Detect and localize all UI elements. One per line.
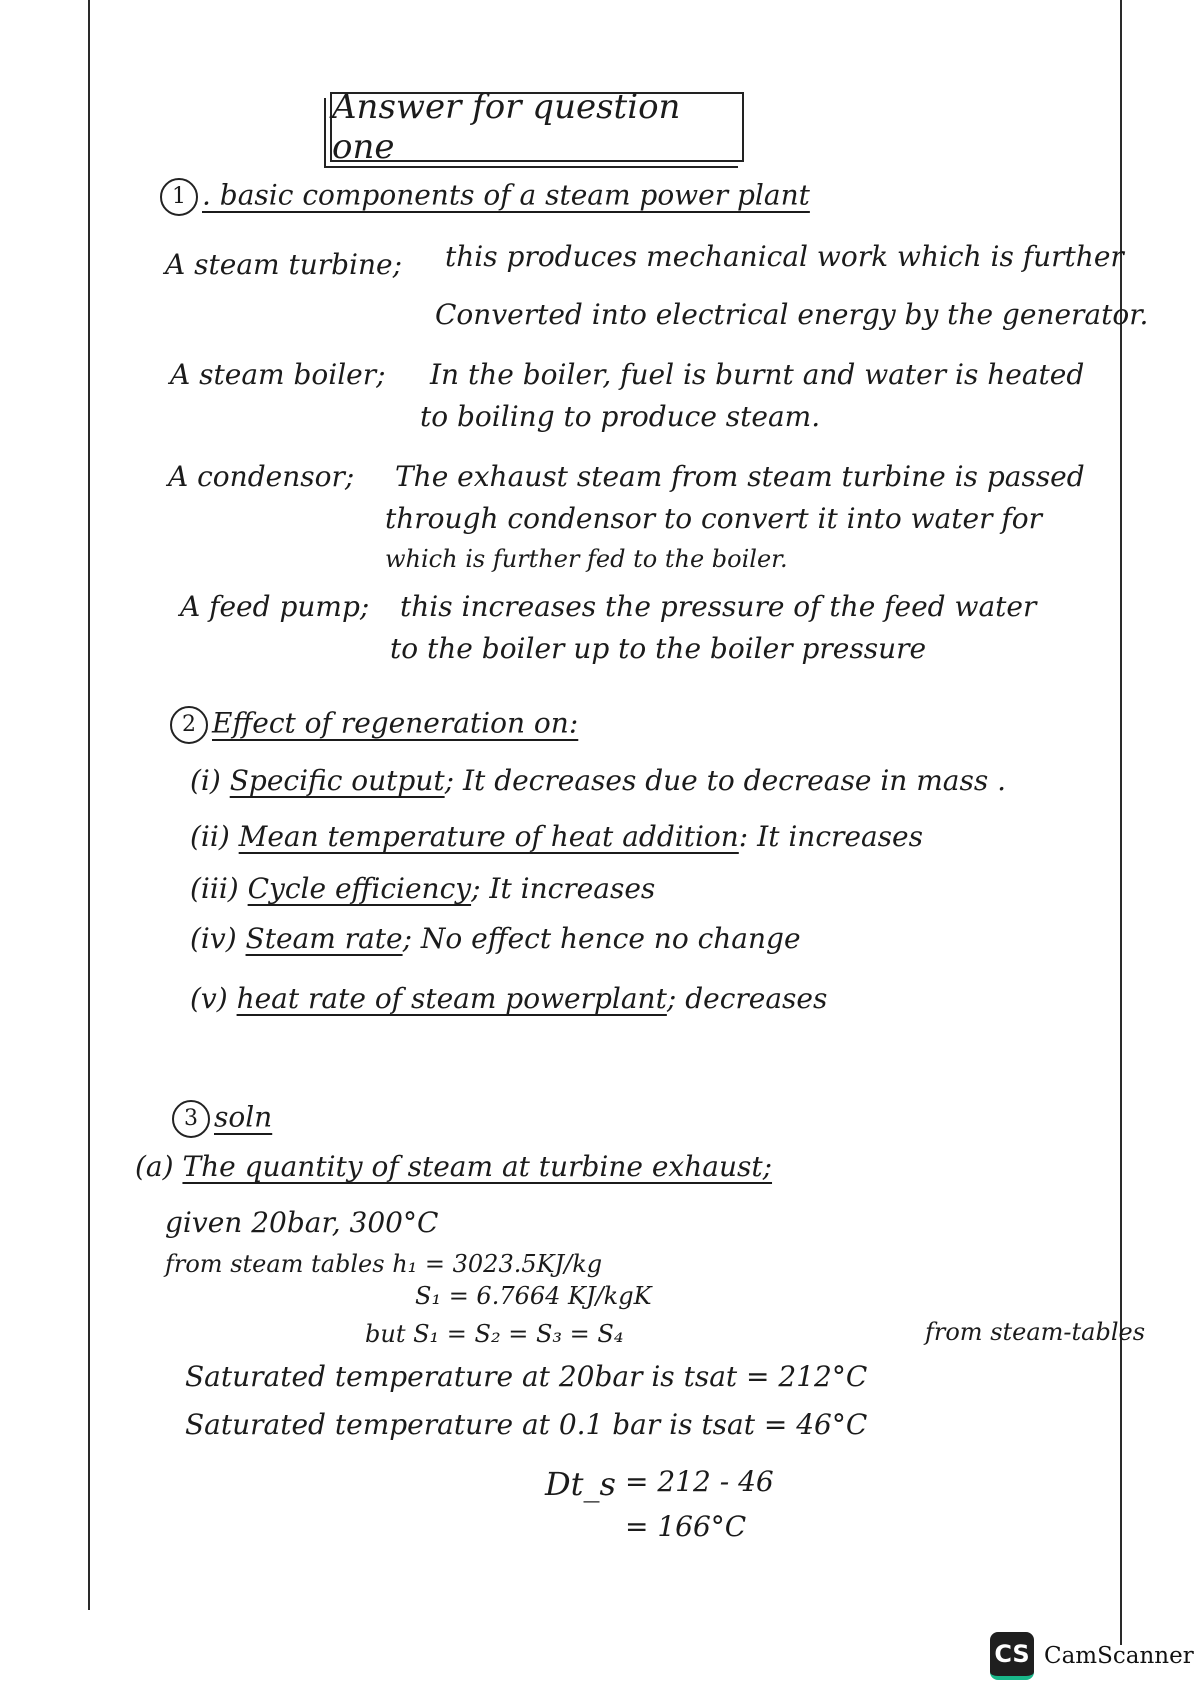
q2-item-5 (190, 982, 827, 1016)
q1-boiler-line2: to boiling to produce steam. (420, 400, 821, 433)
q1-number: 1 (160, 178, 198, 216)
q2-title: Effect of regeneration on: (212, 706, 579, 740)
q2-item-5-term: heat rate of steam powerplant (236, 982, 667, 1015)
q3-but: but S₁ = S₂ = S₃ = S₄ (365, 1320, 624, 1348)
q1-turbine-line2: Converted into electrical energy by the generator. (435, 298, 1149, 331)
q2-item-3-text: ; It increases (471, 872, 656, 905)
q2-item-1-term: Specific output (229, 764, 445, 797)
q1-condensor-term: A condensor; (168, 460, 355, 493)
q3-title: soln (214, 1100, 273, 1134)
q2-item-5-num: (v) (190, 982, 228, 1015)
q1-condensor-line2: through condensor to convert it into water for (385, 502, 1043, 535)
q2-item-4-text: ; No effect hence no change (402, 922, 801, 955)
q1-condensor-line1: The exhaust steam from steam turbine is passed (395, 460, 1085, 493)
q3-number: 3 (172, 1100, 210, 1138)
q3-dt-label: Dt_s (545, 1465, 616, 1503)
q3-part-a (135, 1150, 772, 1184)
camscanner-watermark (990, 1632, 1194, 1680)
q3-dt-eq2: = 166°C (625, 1510, 747, 1543)
q3-tsat1-note: from steam-tables (925, 1318, 1146, 1346)
q2-item-1 (190, 764, 1006, 798)
q2-item-2-term: Mean temperature of heat addition (238, 820, 739, 853)
q2-item-1-num: (i) (190, 764, 221, 797)
q2-item-2-text: : It increases (738, 820, 923, 853)
q2-number: 2 (170, 706, 208, 744)
q2-item-4-num: (iv) (190, 922, 237, 955)
camscanner-text: CamScanner (1044, 1643, 1194, 1669)
q2-item-5-text: ; decreases (666, 982, 828, 1015)
q3-part-title: The quantity of steam at turbine exhaust; (182, 1150, 773, 1183)
q1-condensor-line3: which is further fed to the boiler. (385, 545, 788, 573)
q2-item-3-num: (iii) (190, 872, 239, 905)
q3-s1: S₁ = 6.7664 KJ/kgK (415, 1282, 652, 1310)
q3-dt-eq1: = 212 - 46 (625, 1465, 774, 1498)
q1-header (160, 178, 810, 216)
left-margin-line (88, 0, 90, 1610)
q3-tsat2: Saturated temperature at 0.1 bar is tsat = 46°C (185, 1408, 868, 1441)
q1-turbine-line1: this produces mechanical work which is further (445, 240, 1124, 273)
q3-tsat1: Saturated temperature at 20bar is tsat = 212°C (185, 1360, 868, 1393)
q2-item-3-term: Cycle efficiency (247, 872, 472, 905)
q1-pump-line2: to the boiler up to the boiler pressure (390, 632, 927, 665)
q3-h1: from steam tables h₁ = 3023.5KJ/kg (165, 1250, 603, 1278)
q1-boiler-term: A steam boiler; (170, 358, 386, 391)
q1-title: . basic components of a steam power plant (202, 178, 810, 212)
q1-turbine-term: A steam turbine; (165, 248, 403, 281)
q2-item-4 (190, 922, 801, 956)
q1-pump-line1: this increases the pressure of the feed water (400, 590, 1037, 623)
q2-item-2-num: (ii) (190, 820, 230, 853)
camscanner-logo-icon: CS (990, 1632, 1034, 1680)
q1-pump-term: A feed pump; (180, 590, 370, 623)
q2-item-4-term: Steam rate (245, 922, 403, 955)
q3-header (172, 1100, 272, 1138)
answer-heading: Answer for question one (330, 92, 744, 162)
q2-item-1-text: ; It decreases due to decrease in mass . (444, 764, 1006, 797)
q1-boiler-line1: In the boiler, fuel is burnt and water is heated (430, 358, 1085, 391)
q3-part-label: (a) (135, 1150, 174, 1183)
q2-item-2 (190, 820, 923, 854)
q2-item-3 (190, 872, 655, 906)
q3-given: given 20bar, 300°C (165, 1206, 439, 1239)
q2-header (170, 706, 578, 744)
